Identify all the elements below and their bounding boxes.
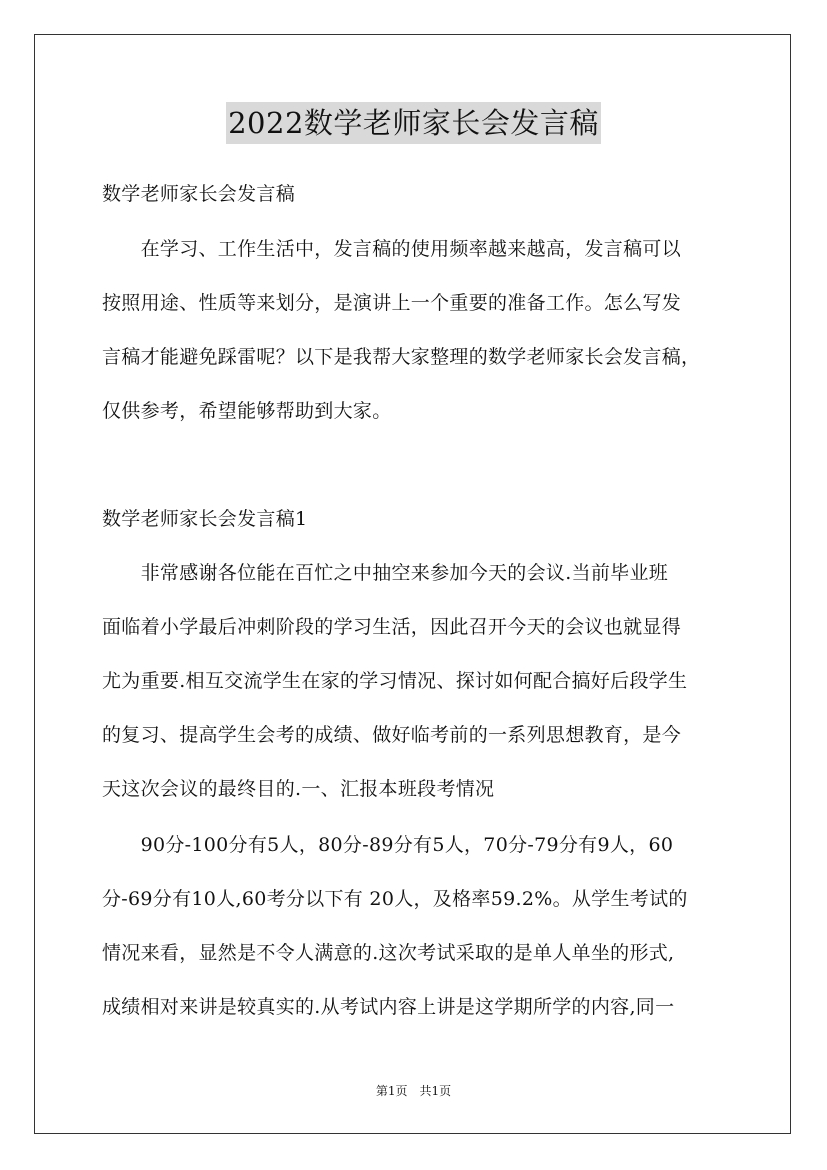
body-line: 在学习、工作生活中，发言稿的使用频率越来越高，发言稿可以 — [102, 238, 682, 260]
body-line: 天这次会议的最终目的.一、汇报本班段考情况 — [102, 778, 495, 800]
body-line: 仅供参考，希望能够帮助到大家。 — [102, 400, 392, 422]
section-heading-intro: 数学老师家长会发言稿 — [102, 183, 296, 205]
body-line: 的复习、提高学生会考的成绩、做好临考前的一系列思想教育，是今 — [102, 724, 682, 746]
body-line: 成绩相对来讲是较真实的.从考试内容上讲是这学期所学的内容,同一 — [102, 996, 675, 1018]
section-heading-1: 数学老师家长会发言稿1 — [102, 508, 308, 530]
document-title: 2022数学老师家长会发言稿 — [226, 102, 601, 144]
body-line: 面临着小学最后冲刺阶段的学习生活，因此召开今天的会议也就显得 — [102, 616, 682, 638]
body-line: 尤为重要.相互交流学生在家的学习情况、探讨如何配合搞好后段学生 — [102, 670, 688, 692]
body-line: 90分-100分有5人，80分-89分有5人，70分-79分有9人，60 — [102, 834, 674, 856]
body-line: 按照用途、性质等来划分，是演讲上一个重要的准备工作。怎么写发 — [102, 292, 682, 314]
title-container — [0, 102, 827, 144]
body-line: 非常感谢各位能在百忙之中抽空来参加今天的会议.当前毕业班 — [102, 562, 669, 584]
body-line: 言稿才能避免踩雷呢？以下是我帮大家整理的数学老师家长会发言稿， — [102, 346, 701, 368]
body-line: 分-69分有10人,60考分以下有 20人，及格率59.2%。从学生考试的 — [102, 888, 688, 910]
page-footer: 第1页 共1页 — [375, 1084, 452, 1098]
body-line: 情况来看，显然是不令人满意的.这次考试采取的是单人单坐的形式, — [102, 942, 675, 964]
